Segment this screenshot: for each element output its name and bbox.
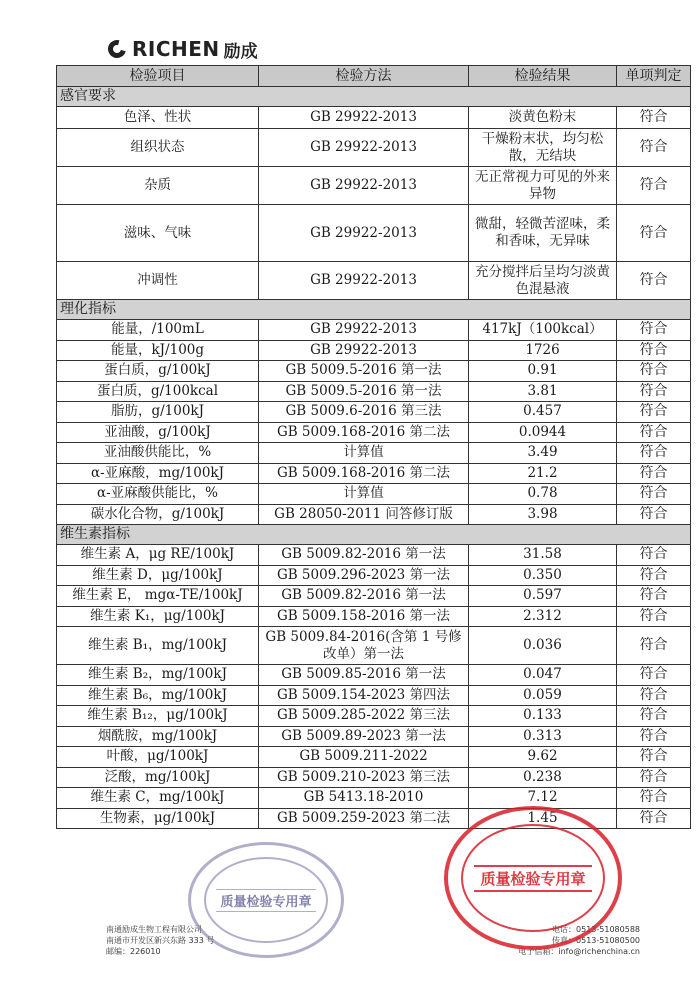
cell-result: 9.62 xyxy=(469,747,617,768)
cell-judgement: 符合 xyxy=(617,767,691,788)
cell-item: 碳水化合物，g/100kJ xyxy=(57,504,259,525)
table-row xyxy=(57,767,691,788)
cell-judgement: 符合 xyxy=(617,167,691,205)
cell-result: 31.58 xyxy=(469,545,617,566)
cell-method: GB 5009.168-2016 第二法 xyxy=(259,463,469,484)
cell-result: 无正常视力可见的外来异物 xyxy=(469,167,617,205)
cell-judgement: 符合 xyxy=(617,340,691,361)
cell-method: GB 5009.211-2022 xyxy=(259,747,469,768)
footer-address: 南通市开发区新兴东路 333 号 xyxy=(106,936,215,945)
header-judgement: 单项判定 xyxy=(617,66,691,87)
table-row xyxy=(57,726,691,747)
cell-result: 干燥粉末状，均匀松散，无结块 xyxy=(469,129,617,167)
cell-result: 0.78 xyxy=(469,484,617,505)
cell-method: GB 5009.82-2016 第一法 xyxy=(259,545,469,566)
footer-email: 电子信箱：info@richenchina.cn xyxy=(518,947,640,956)
cell-item: 维生素 B₆，mg/100kJ xyxy=(57,685,259,706)
cell-method: 计算值 xyxy=(259,484,469,505)
cell-result: 0.036 xyxy=(469,627,617,665)
header-method: 检验方法 xyxy=(259,66,469,87)
cell-item: 杂质 xyxy=(57,167,259,205)
cell-method: GB 5009.6-2016 第三法 xyxy=(259,402,469,423)
table-row xyxy=(57,685,691,706)
cell-item: 滋味、气味 xyxy=(57,205,259,262)
cell-item: 能量，kJ/100g xyxy=(57,340,259,361)
cell-judgement: 符合 xyxy=(617,665,691,686)
table-row xyxy=(57,107,691,129)
footer-phone: 电话：0513-51080588 xyxy=(552,925,640,934)
table-row xyxy=(57,381,691,402)
cell-judgement: 符合 xyxy=(617,320,691,341)
cell-judgement: 符合 xyxy=(617,808,691,829)
cell-judgement: 符合 xyxy=(617,361,691,382)
cell-judgement: 符合 xyxy=(617,586,691,607)
table-row xyxy=(57,808,691,829)
cell-result: 0.597 xyxy=(469,586,617,607)
section-title: 理化指标 xyxy=(57,300,691,320)
section-title: 维生素指标 xyxy=(57,525,691,545)
table-row xyxy=(57,586,691,607)
cell-result: 0.0944 xyxy=(469,422,617,443)
cell-result: 3.49 xyxy=(469,443,617,464)
cell-method: GB 29922-2013 xyxy=(259,340,469,361)
table-row xyxy=(57,129,691,167)
cell-result: 充分搅拌后呈均匀淡黄色混悬液 xyxy=(469,262,617,300)
cell-method: GB 5009.285-2022 第三法 xyxy=(259,706,469,727)
header-result: 检验结果 xyxy=(469,66,617,87)
cell-method: GB 5413.18-2010 xyxy=(259,788,469,809)
logo-brand-cn: 励成 xyxy=(223,41,258,62)
cell-judgement: 符合 xyxy=(617,262,691,300)
cell-item: 组织状态 xyxy=(57,129,259,167)
company-logo xyxy=(108,36,258,62)
cell-method: GB 5009.259-2023 第二法 xyxy=(259,808,469,829)
cell-result: 0.313 xyxy=(469,726,617,747)
cell-item: 维生素 A，μg RE/100kJ xyxy=(57,545,259,566)
richen-logo-icon xyxy=(105,37,130,62)
cell-method: GB 29922-2013 xyxy=(259,205,469,262)
cell-item: 脂肪，g/100kJ xyxy=(57,402,259,423)
cell-result: 417kJ（100kcal） xyxy=(469,320,617,341)
table-row xyxy=(57,545,691,566)
section-row xyxy=(57,87,691,107)
table-row xyxy=(57,422,691,443)
footer-contact-right xyxy=(518,924,640,957)
cell-judgement: 符合 xyxy=(617,788,691,809)
cell-item: 亚油酸供能比，% xyxy=(57,443,259,464)
cell-result: 0.457 xyxy=(469,402,617,423)
table-row xyxy=(57,665,691,686)
table-row xyxy=(57,504,691,525)
cell-method: GB 29922-2013 xyxy=(259,167,469,205)
section-row xyxy=(57,525,691,545)
cell-item: 能量，/100mL xyxy=(57,320,259,341)
cell-method: GB 29922-2013 xyxy=(259,129,469,167)
cell-item: 蛋白质，g/100kJ xyxy=(57,361,259,382)
cell-item: 维生素 B₁₂，μg/100kJ xyxy=(57,706,259,727)
cell-judgement: 符合 xyxy=(617,706,691,727)
cell-method: GB 29922-2013 xyxy=(259,262,469,300)
table-row xyxy=(57,606,691,627)
cell-judgement: 符合 xyxy=(617,606,691,627)
cell-method: GB 5009.296-2023 第一法 xyxy=(259,565,469,586)
footer-contact-left xyxy=(106,924,214,957)
cell-item: 维生素 E， mgα-TE/100kJ xyxy=(57,586,259,607)
cell-method: GB 29922-2013 xyxy=(259,107,469,129)
cell-judgement: 符合 xyxy=(617,463,691,484)
cell-method: GB 5009.210-2023 第三法 xyxy=(259,767,469,788)
cell-judgement: 符合 xyxy=(617,726,691,747)
cell-result: 淡黄色粉末 xyxy=(469,107,617,129)
table-row xyxy=(57,788,691,809)
cell-judgement: 符合 xyxy=(617,443,691,464)
cell-method: GB 5009.158-2016 第一法 xyxy=(259,606,469,627)
gray-seal-text: 质量检验专用章 xyxy=(216,889,315,912)
cell-judgement: 符合 xyxy=(617,422,691,443)
table-row xyxy=(57,167,691,205)
cell-method: GB 5009.5-2016 第一法 xyxy=(259,361,469,382)
cell-method: GB 5009.84-2016(含第 1 号修改单）第一法 xyxy=(259,627,469,665)
cell-item: 色泽、性状 xyxy=(57,107,259,129)
cell-result: 7.12 xyxy=(469,788,617,809)
cell-judgement: 符合 xyxy=(617,504,691,525)
cell-method: 计算值 xyxy=(259,443,469,464)
cell-method: GB 28050-2011 问答修订版 xyxy=(259,504,469,525)
section-title: 感官要求 xyxy=(57,87,691,107)
cell-method: GB 5009.85-2016 第一法 xyxy=(259,665,469,686)
table-row xyxy=(57,706,691,727)
cell-result: 0.059 xyxy=(469,685,617,706)
table-row xyxy=(57,484,691,505)
cell-result: 微甜，轻微苦涩味，柔和香味，无异味 xyxy=(469,205,617,262)
cell-method: GB 5009.82-2016 第一法 xyxy=(259,586,469,607)
cell-item: 生物素，μg/100kJ xyxy=(57,808,259,829)
cell-result: 1.45 xyxy=(469,808,617,829)
table-row xyxy=(57,402,691,423)
cell-judgement: 符合 xyxy=(617,685,691,706)
cell-judgement: 符合 xyxy=(617,484,691,505)
footer-fax: 传真：0513-51080500 xyxy=(552,936,640,945)
cell-method: GB 5009.154-2023 第四法 xyxy=(259,685,469,706)
cell-result: 0.350 xyxy=(469,565,617,586)
cell-judgement: 符合 xyxy=(617,129,691,167)
cell-item: 蛋白质，g/100kcal xyxy=(57,381,259,402)
cell-item: α-亚麻酸供能比，% xyxy=(57,484,259,505)
cell-result: 3.81 xyxy=(469,381,617,402)
table-row xyxy=(57,443,691,464)
cell-judgement: 符合 xyxy=(617,565,691,586)
table-row xyxy=(57,747,691,768)
cell-result: 0.91 xyxy=(469,361,617,382)
cell-result: 21.2 xyxy=(469,463,617,484)
cell-judgement: 符合 xyxy=(617,747,691,768)
cell-result: 0.133 xyxy=(469,706,617,727)
cell-item: 烟酰胺，mg/100kJ xyxy=(57,726,259,747)
cell-item: 维生素 B₂，mg/100kJ xyxy=(57,665,259,686)
section-row xyxy=(57,300,691,320)
header-item: 检验项目 xyxy=(57,66,259,87)
cell-item: 维生素 B₁，mg/100kJ xyxy=(57,627,259,665)
red-seal-text: 质量检验专用章 xyxy=(474,865,591,892)
table-body xyxy=(57,87,691,829)
table-row xyxy=(57,565,691,586)
cell-method: GB 5009.5-2016 第一法 xyxy=(259,381,469,402)
cell-method: GB 29922-2013 xyxy=(259,320,469,341)
cell-item: 维生素 K₁，μg/100kJ xyxy=(57,606,259,627)
cell-item: α-亚麻酸，mg/100kJ xyxy=(57,463,259,484)
cell-result: 0.238 xyxy=(469,767,617,788)
logo-brand: RICHEN xyxy=(132,37,220,61)
cell-item: 亚油酸，g/100kJ xyxy=(57,422,259,443)
table-row xyxy=(57,262,691,300)
cell-result: 2.312 xyxy=(469,606,617,627)
cell-judgement: 符合 xyxy=(617,545,691,566)
cell-judgement: 符合 xyxy=(617,107,691,129)
cell-judgement: 符合 xyxy=(617,205,691,262)
cell-item: 维生素 C，mg/100kJ xyxy=(57,788,259,809)
table-row xyxy=(57,463,691,484)
cell-item: 冲调性 xyxy=(57,262,259,300)
cell-judgement: 符合 xyxy=(617,402,691,423)
cell-result: 0.047 xyxy=(469,665,617,686)
cell-method: GB 5009.89-2023 第一法 xyxy=(259,726,469,747)
footer-company: 南通励成生物工程有限公司 xyxy=(106,925,202,934)
cell-method: GB 5009.168-2016 第二法 xyxy=(259,422,469,443)
cell-result: 3.98 xyxy=(469,504,617,525)
table-row xyxy=(57,361,691,382)
table-row xyxy=(57,627,691,665)
cell-judgement: 符合 xyxy=(617,627,691,665)
cell-result: 1726 xyxy=(469,340,617,361)
table-row xyxy=(57,340,691,361)
cell-item: 维生素 D，μg/100kJ xyxy=(57,565,259,586)
table-row xyxy=(57,320,691,341)
cell-item: 泛酸，mg/100kJ xyxy=(57,767,259,788)
cell-judgement: 符合 xyxy=(617,381,691,402)
footer-postcode: 邮编：226010 xyxy=(106,947,161,956)
table-header-row xyxy=(57,66,691,87)
cell-item: 叶酸，μg/100kJ xyxy=(57,747,259,768)
inspection-table xyxy=(56,65,691,829)
table-row xyxy=(57,205,691,262)
